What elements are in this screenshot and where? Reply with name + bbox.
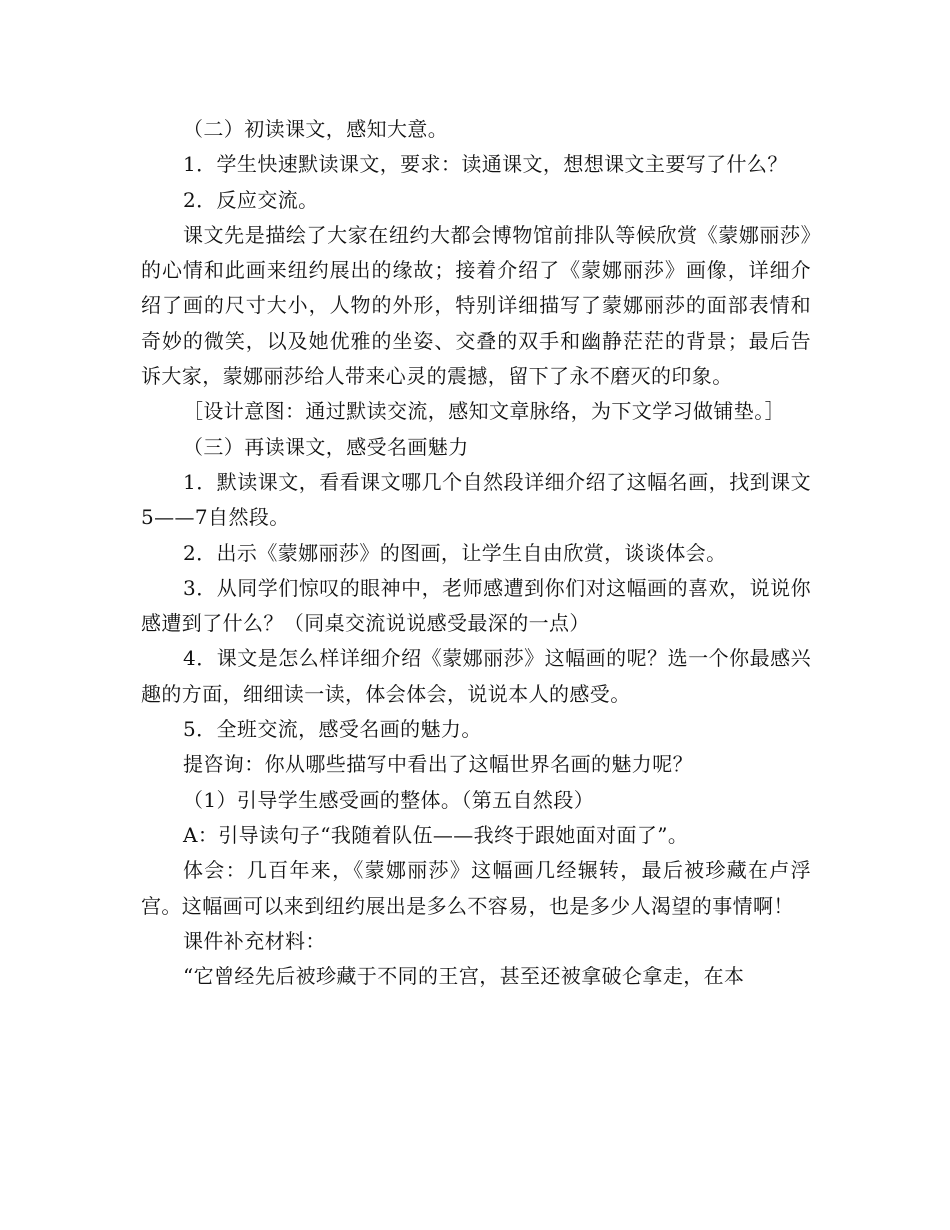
document-body — [141, 112, 811, 994]
section-heading-3: （三）再读课文，感受名画魅力 — [183, 434, 469, 459]
summary-paragraph: 课文先是描绘了大家在纽约大都会博物馆前排队等候欣赏《蒙娜丽莎》的心情和此画来纽约展出的缘故；接着介绍了《蒙娜丽莎》画像，详细介绍了画的尺寸大小，人物的外形，特别详细描写了蒙娜丽莎的面部表情和奇妙的微笑，以及她优雅的坐姿、交叠的双手和幽静茫茫的背景；最后告诉大家，蒙娜丽莎给人带来心灵的震撼，留下了永不磨灭的印象。 — [141, 222, 811, 389]
reread-step-2-paragraph: 2．出示《蒙娜丽莎》的图画，让学生自由欣赏，谈谈体会。 — [183, 540, 727, 565]
guide-a-paragraph: A：引导读句子“我随着队伍——我终于跟她面对面了”。 — [183, 822, 689, 847]
reread-step-1-paragraph: 1．默读课文，看看课文哪几个自然段详细介绍了这幅名画，找到课文5——7自然段。 — [141, 469, 811, 530]
reread-step-3-paragraph: 3．从同学们惊叹的眼神中，老师感遭到你们对这幅画的喜欢，说说你感遭到了什么？（同桌交流说说感受最深的一点） — [141, 575, 811, 636]
question-paragraph: 提咨询：你从哪些描写中看出了这幅世界名画的魅力呢？ — [183, 752, 693, 777]
supplement-quote-paragraph: “它曾经先后被珍藏于不同的王宫，甚至还被拿破仑拿走，在本 — [183, 964, 745, 989]
guide-1-paragraph: （1）引导学生感受画的整体。（第五自然段） — [183, 787, 595, 812]
reread-step-4-paragraph: 4．课文是怎么样详细介绍《蒙娜丽莎》这幅画的呢？选一个你最感兴趣的方面，细细读一读，体会体会，说说本人的感受。 — [141, 646, 811, 706]
step-1-paragraph: 1．学生快速默读课文，要求：读通课文，想想课文主要写了什么？ — [183, 152, 788, 177]
section-heading-2: （二）初读课文，感知大意。 — [183, 117, 449, 141]
reread-step-5-paragraph: 5．全班交流，感受名画的魅力。 — [183, 717, 482, 742]
step-2-paragraph: 2．反应交流。 — [183, 187, 319, 212]
supplement-heading: 课件补充材料： — [183, 928, 326, 953]
design-intent-paragraph: ［设计意图：通过默读交流，感知文章脉络，为下文学习做铺垫。］ — [183, 399, 785, 424]
reflection-paragraph: 体会：几百年来，《蒙娜丽莎》这幅画几经辗转，最后被珍藏在卢浮宫。这幅画可以来到纽约展出是多么不容易，也是多少人渴望的事情啊！ — [141, 858, 811, 918]
